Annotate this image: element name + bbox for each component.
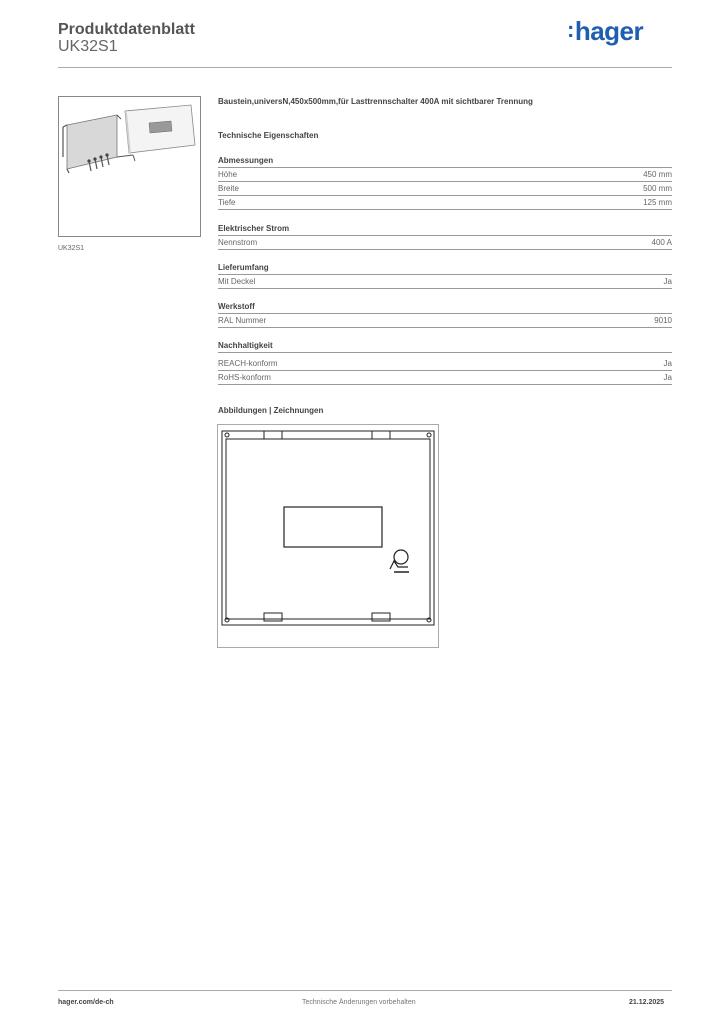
spec-label: RAL Nummer: [218, 316, 267, 325]
spec-value: Ja: [663, 373, 672, 382]
drawing-svg: [218, 425, 438, 647]
section-abmessungen: [218, 155, 672, 210]
spec-value: 450 mm: [643, 170, 672, 179]
spec-row: [218, 182, 672, 196]
spec-value: 125 mm: [643, 198, 672, 207]
spec-row: [218, 371, 672, 385]
spec-value: Ja: [663, 277, 672, 286]
spec-value: 500 mm: [643, 184, 672, 193]
product-description: Baustein,universN,450x500mm,für Lasttrennschalter 400A mit sichtbarer Trennung: [218, 97, 533, 106]
spec-label: Tiefe: [218, 198, 236, 207]
spec-label: Nennstrom: [218, 238, 258, 247]
section-title: Nachhaltigkeit: [218, 340, 672, 353]
footer-divider: [58, 990, 672, 991]
section-nachhaltigkeit: [218, 340, 672, 385]
header-divider: [58, 67, 672, 68]
spec-row: [218, 357, 672, 371]
technical-drawing: [217, 424, 439, 648]
spec-label: Breite: [218, 184, 239, 193]
product-image: [58, 96, 201, 237]
spec-label: REACH-konform: [218, 359, 278, 368]
section-title: Abmessungen: [218, 155, 672, 168]
spec-label: Höhe: [218, 170, 238, 179]
logo-text: hager: [574, 16, 644, 46]
spec-label: Mit Deckel: [218, 277, 256, 286]
product-code: UK32S1: [58, 38, 118, 55]
footer-disclaimer: Technische Änderungen vorbehalten: [302, 999, 416, 1006]
spec-row: [218, 314, 672, 328]
section-title: Werkstoff: [218, 301, 672, 314]
section-title: Elektrischer Strom: [218, 223, 672, 236]
spec-label: RoHS-konform: [218, 373, 271, 382]
spec-row: [218, 275, 672, 289]
tech-properties-heading: Technische Eigenschaften: [218, 131, 319, 140]
spec-value: 9010: [654, 316, 672, 325]
section-werkstoff: [218, 301, 672, 328]
product-image-caption: UK32S1: [58, 245, 85, 252]
spec-value: 400 A: [651, 238, 672, 247]
spec-row: [218, 236, 672, 250]
spec-value: Ja: [663, 359, 672, 368]
product-illustration: [59, 97, 200, 236]
section-title: Lieferumfang: [218, 262, 672, 275]
footer-website: hager.com/de-ch: [58, 999, 114, 1006]
section-lieferumfang: [218, 262, 672, 289]
spec-row: [218, 168, 672, 182]
drawings-heading: Abbildungen | Zeichnungen: [218, 406, 324, 415]
hager-logo: :hager: [567, 16, 644, 46]
spec-row: [218, 196, 672, 210]
page-title: Produktdatenblatt: [58, 21, 195, 38]
section-elektrischer-strom: [218, 223, 672, 250]
footer-date: 21.12.2025: [629, 999, 665, 1006]
